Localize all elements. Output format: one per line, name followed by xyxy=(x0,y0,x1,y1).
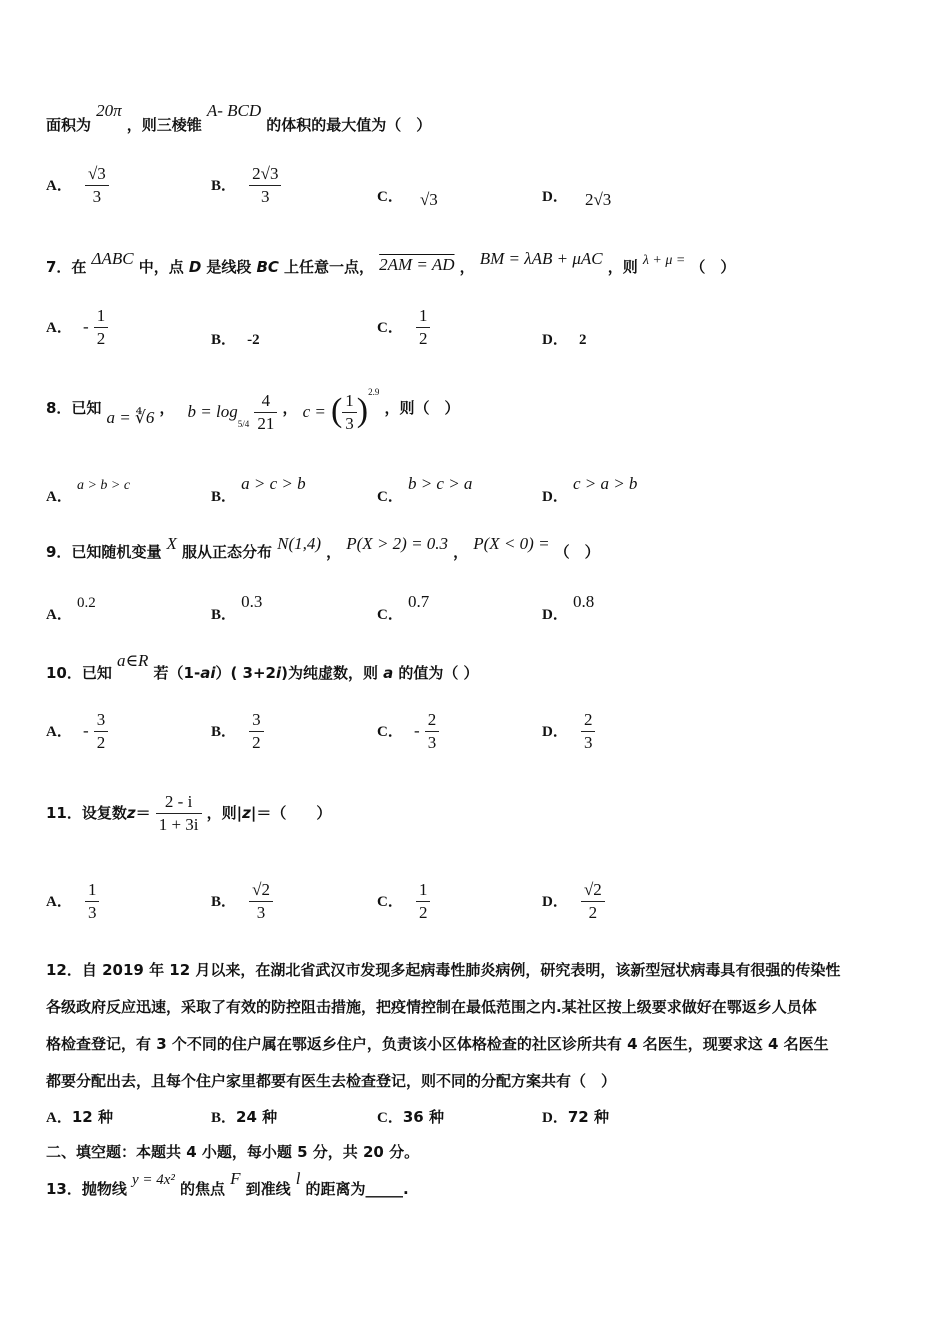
option-label: D． xyxy=(542,1110,568,1126)
option-value: 0.3 xyxy=(241,592,263,611)
option-value: 24 种 xyxy=(236,1108,278,1126)
q9-variable-x: X xyxy=(166,534,177,553)
option-sign: - xyxy=(413,721,420,740)
fraction: $\frac{1}{2}$ xyxy=(416,305,431,350)
option-value: a > c > b xyxy=(241,474,306,493)
option-value: 72 种 xyxy=(567,1108,609,1126)
option-label: C． xyxy=(377,724,403,740)
q7-number: 7．在 xyxy=(46,258,87,276)
q8-c-def: c = xyxy=(302,402,326,421)
option-label: B． xyxy=(211,724,237,740)
q8-option-a[interactable] xyxy=(46,473,131,505)
q8-a-def: a = ∜6 xyxy=(106,408,155,427)
q9-text: 服从正态分布 xyxy=(182,543,273,561)
option-label: A． xyxy=(46,320,72,336)
fraction: $\frac{1}{2}$ xyxy=(416,879,431,924)
q12-option-a[interactable] xyxy=(46,1106,113,1127)
q8-option-c[interactable] xyxy=(377,473,473,505)
option-label: D． xyxy=(542,189,568,205)
q10-ai: ai xyxy=(200,664,216,682)
option-label: B． xyxy=(211,178,237,194)
q10-option-d[interactable] xyxy=(542,709,595,754)
q12-option-d[interactable] xyxy=(542,1106,609,1127)
option-label: D． xyxy=(542,489,568,505)
q10-number: 10．已知 xyxy=(46,664,112,682)
option-value: 2√3 xyxy=(584,190,612,209)
option-label: A． xyxy=(46,489,72,505)
q8-option-b[interactable] xyxy=(211,473,306,505)
q8-c-fraction: $\frac{1}{3}$ xyxy=(342,390,357,435)
q11-equals: ＝ xyxy=(135,804,151,822)
q7-point-d: D xyxy=(188,258,202,276)
option-value: 2 xyxy=(578,332,587,348)
option-label: C． xyxy=(377,189,403,205)
q7-option-b[interactable] xyxy=(211,328,260,349)
q13-stem xyxy=(46,1168,409,1198)
q9-prob-given: P(X > 2) = 0.3 xyxy=(346,534,449,553)
q9-option-d[interactable] xyxy=(542,591,595,623)
q11-option-d[interactable] xyxy=(542,879,605,924)
option-value: b > c > a xyxy=(407,474,473,493)
option-value: a > b > c xyxy=(76,478,131,493)
q11-option-a[interactable] xyxy=(46,879,99,924)
q8-number: 8．已知 xyxy=(46,399,102,417)
option-label: B． xyxy=(211,332,237,348)
q6-tetra-name: A- BCD xyxy=(206,101,262,120)
q10-a: a xyxy=(383,664,394,682)
q6-option-a[interactable] xyxy=(46,163,109,208)
q10-text: )为纯虚数，则 xyxy=(281,664,379,682)
q10-a-in-r: a∈R xyxy=(116,651,149,670)
q11-number: 11．设复数 xyxy=(46,804,127,822)
fraction: $\frac{2√3}{3}$ xyxy=(249,163,281,208)
fraction: $\frac{2}{3}$ xyxy=(581,709,596,754)
q9-normal-dist: N(1,4) xyxy=(277,534,322,553)
option-sign: - xyxy=(82,317,89,336)
fraction: $\frac{3}{2}$ xyxy=(249,709,264,754)
q11-option-b[interactable] xyxy=(211,879,273,924)
q7-comma: ， xyxy=(459,258,475,276)
q8-comma: ， xyxy=(159,399,175,417)
q13-text: 到准线 xyxy=(245,1180,291,1198)
q7-segment-bc: BC xyxy=(256,258,279,276)
q10-text: ）( 3+2 xyxy=(215,664,276,682)
q7-text: 上任意一点， xyxy=(284,258,375,276)
option-label: D． xyxy=(542,724,568,740)
q11-z: z xyxy=(242,804,251,822)
q9-option-b[interactable] xyxy=(211,591,263,623)
q9-prob-asked: P(X < 0) = xyxy=(473,534,550,553)
q7-triangle: ΔABC xyxy=(91,249,134,268)
q8-c-exponent: 2.9 xyxy=(368,387,380,397)
q11-option-c[interactable] xyxy=(377,879,430,924)
fraction: $\frac{√2}{2}$ xyxy=(581,879,605,924)
q6-option-c[interactable] xyxy=(377,185,438,209)
q7-option-c[interactable] xyxy=(377,305,430,350)
q11-fraction: $\frac{2 - i}{1 + 3i}$ xyxy=(156,791,202,836)
q6-area-value: 20π xyxy=(96,101,122,120)
option-label: D． xyxy=(542,894,568,910)
q7-option-a[interactable] xyxy=(46,305,108,350)
q13-text: 的焦点 xyxy=(180,1180,226,1198)
q8-log-base: 5/4 xyxy=(237,419,250,429)
q11-z: z xyxy=(126,804,136,822)
q8-b-def: b = log xyxy=(187,402,238,421)
q7-lambda-mu: λ + μ = xyxy=(642,253,686,268)
q7-vector-eq2: BM = λAB + μAC xyxy=(479,249,603,268)
q12-line: 格检查登记，有 3 个不同的住户属在鄂返乡住户，负责该小区体格检查的社区诊所共有 4 名医生，现要求这 4 名医生 xyxy=(46,1035,829,1053)
q8-right-paren: ) xyxy=(356,392,369,429)
option-value: 12 种 xyxy=(71,1108,113,1126)
q10-option-a[interactable] xyxy=(46,709,108,754)
q11-stem xyxy=(46,791,331,836)
q8-option-d[interactable] xyxy=(542,473,638,505)
option-sign: - xyxy=(82,721,89,740)
q9-comma: ， xyxy=(453,543,469,561)
q9-stem xyxy=(46,533,600,561)
q6-text-mid: ，则三棱锥 xyxy=(126,116,202,134)
q10-option-b[interactable] xyxy=(211,709,264,754)
q7-option-d[interactable] xyxy=(542,328,586,349)
option-value: -2 xyxy=(247,332,260,348)
q12-option-c[interactable] xyxy=(377,1106,444,1127)
q11-text: |＝（ ） xyxy=(250,804,332,822)
q13-directrix: l xyxy=(295,1169,301,1188)
q12-option-b[interactable] xyxy=(211,1106,277,1127)
option-label: A． xyxy=(46,607,72,623)
q7-text: ，则 xyxy=(607,258,638,276)
fraction: $\frac{1}{3}$ xyxy=(85,879,100,924)
q13-text-blank: 的距离为_____. xyxy=(305,1180,409,1198)
q13-number: 13．抛物线 xyxy=(46,1180,127,1198)
q8-b-fraction: $\frac{4}{21}$ xyxy=(254,390,277,435)
option-value: √3 xyxy=(419,190,438,209)
q9-number: 9．已知随机变量 xyxy=(46,543,162,561)
option-label: A． xyxy=(46,1110,72,1126)
q10-i: i xyxy=(276,664,282,682)
q9-option-c[interactable] xyxy=(377,591,430,623)
q10-text: 的值为（ ） xyxy=(398,664,479,682)
q7-vector-eq1: 2AM = AD xyxy=(379,255,455,274)
q7-stem xyxy=(46,248,736,276)
option-label: C． xyxy=(377,894,403,910)
q6-stem-line xyxy=(46,100,432,134)
option-label: A． xyxy=(46,894,72,910)
fraction: $\frac{2}{3}$ xyxy=(425,709,440,754)
q10-text: 若（1- xyxy=(153,664,201,682)
q6-text-post: 的体积的最大值为（ ） xyxy=(266,116,432,134)
fraction: $\frac{√3}{3}$ xyxy=(85,163,109,208)
q13-parabola: y = 4x² xyxy=(131,1172,175,1188)
q7-text: 是线段 xyxy=(206,258,252,276)
option-label: C． xyxy=(377,489,403,505)
fraction: $\frac{1}{2}$ xyxy=(94,305,109,350)
option-value: 0.7 xyxy=(407,592,430,611)
fraction: $\frac{3}{2}$ xyxy=(94,709,109,754)
q9-comma: ， xyxy=(326,543,342,561)
q12-line: 12．自 2019 年 12 月以来，在湖北省武汉市发现多起病毒性肺炎病例，研究表明，该新型冠状病毒具有很强的传染性 xyxy=(46,961,841,979)
option-label: B． xyxy=(211,1110,237,1126)
q9-paren: （ ） xyxy=(554,543,600,561)
option-label: A． xyxy=(46,178,72,194)
option-value: 0.2 xyxy=(76,595,96,611)
q12-stem xyxy=(46,952,840,1100)
option-value: 0.8 xyxy=(572,592,595,611)
section-heading: 二、填空题：本题共 4 小题，每小题 5 分，共 20 分。 xyxy=(46,1143,420,1161)
option-value: 36 种 xyxy=(402,1108,444,1126)
q7-paren: （ ） xyxy=(690,258,736,276)
q6-option-b[interactable] xyxy=(211,163,281,208)
fraction: $\frac{√2}{3}$ xyxy=(249,879,273,924)
q8-stem xyxy=(46,388,459,444)
q6-option-d[interactable] xyxy=(542,185,612,209)
q12-line: 各级政府反应迅速，采取了有效的防控阻击措施，把疫情控制在最低范围之内.某社区按上级要求做好在鄂返乡人员体 xyxy=(46,998,817,1016)
option-label: B． xyxy=(211,894,237,910)
option-value: c > a > b xyxy=(572,474,638,493)
option-label: C． xyxy=(377,1110,403,1126)
q11-text: ，则| xyxy=(206,804,243,822)
option-label: A． xyxy=(46,724,72,740)
q8-comma: ， xyxy=(282,399,298,417)
option-label: B． xyxy=(211,489,237,505)
option-label: D． xyxy=(542,607,568,623)
q13-focus: F xyxy=(230,1169,241,1188)
option-label: B． xyxy=(211,607,237,623)
q7-text: 中，点 xyxy=(138,258,184,276)
q9-option-a[interactable] xyxy=(46,591,96,623)
q8-left-paren: ( xyxy=(330,392,343,429)
q8-text: ，则（ ） xyxy=(384,399,460,417)
option-label: C． xyxy=(377,320,403,336)
option-label: D． xyxy=(542,332,568,348)
q10-option-c[interactable] xyxy=(377,709,439,754)
q6-text-pre: 面积为 xyxy=(46,116,92,134)
q10-stem xyxy=(46,650,479,682)
option-label: C． xyxy=(377,607,403,623)
q12-line: 都要分配出去，且每个住户家里都要有医生去检查登记，则不同的分配方案共有（ ） xyxy=(46,1072,617,1090)
